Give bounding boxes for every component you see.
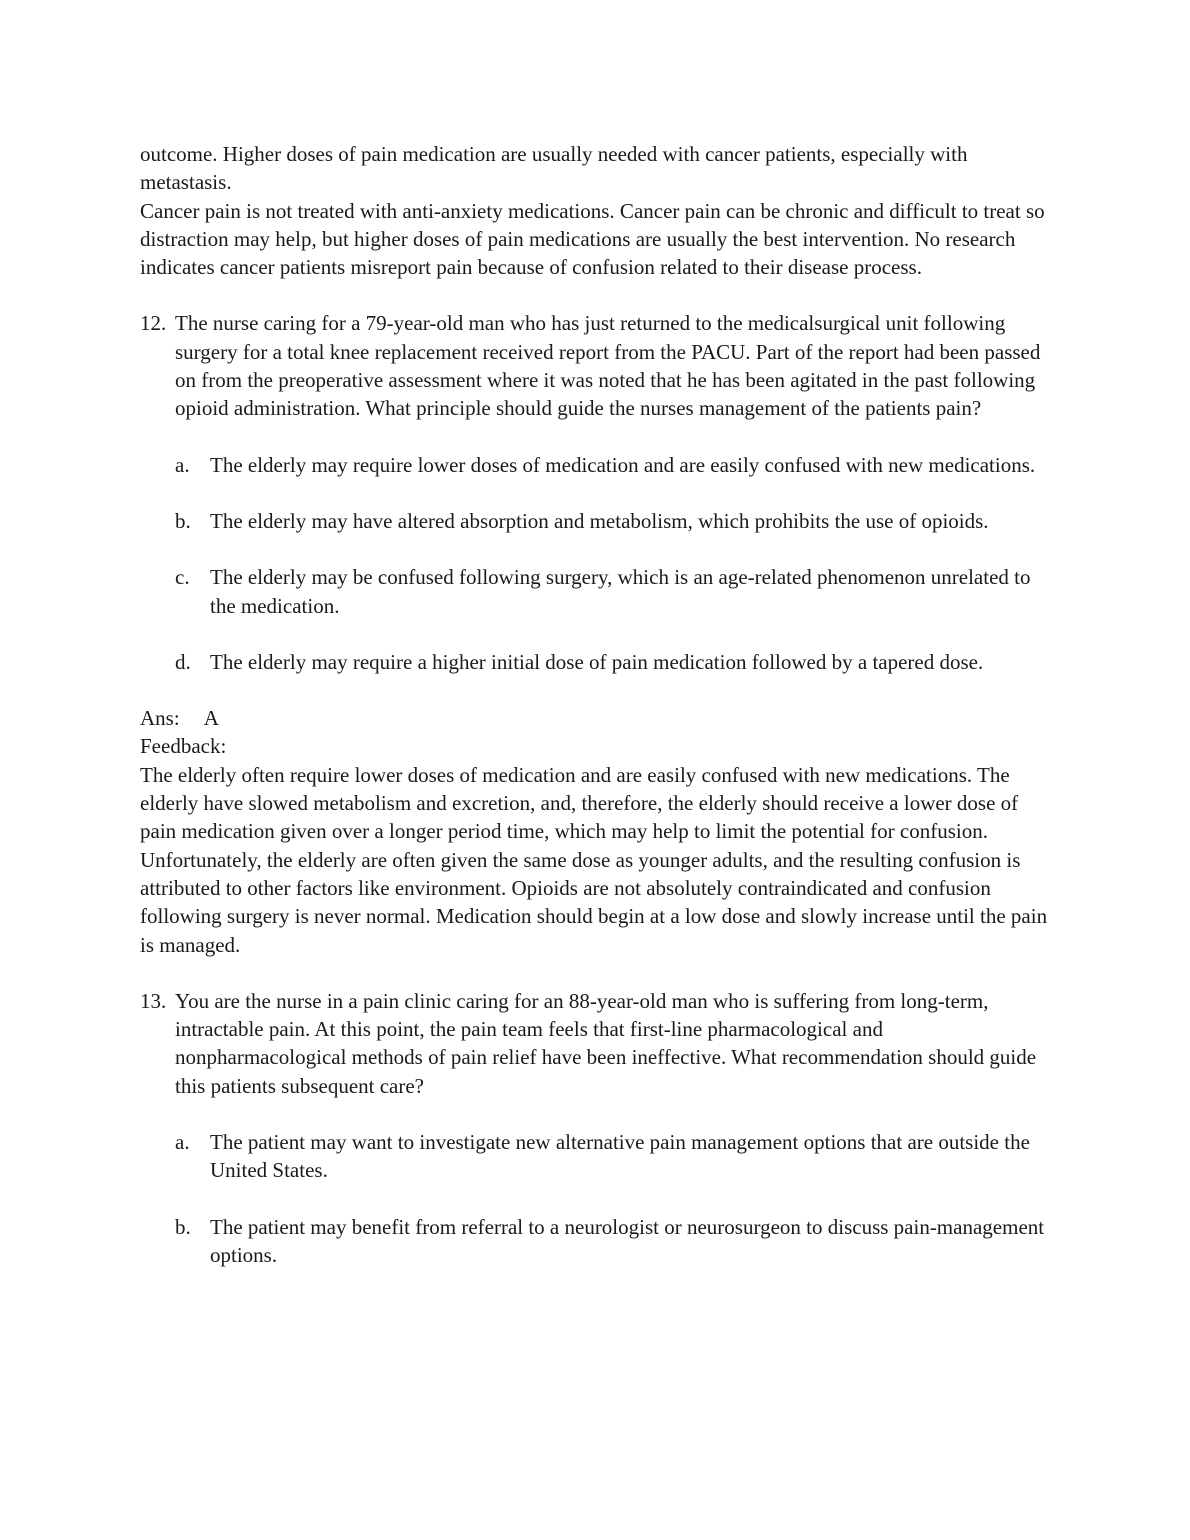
question-text: The nurse caring for a 79-year-old man who has just returned to the medicalsurgical unit following surgery for a total knee replacement received report from the PACU. Part of the report had been passed on from the preoperative assessment where it was noted that he has been agitated in the past following opioid administration. What principle should guide the nurses management of the patients pain? <box>175 311 1041 421</box>
option-letter: b. <box>175 508 191 533</box>
question-12-answer <box>140 704 1055 959</box>
option-a <box>140 1128 1055 1185</box>
question-12 <box>140 309 1055 422</box>
question-12-options <box>140 451 1055 676</box>
option-letter: b. <box>175 1214 191 1239</box>
feedback-paragraph-1: The elderly often require lower doses of medication and are easily confused with new medications. The elderly have slowed metabolism and excretion, and, therefore, the elderly should receive a lower dose of pain medication given over a longer period time, which may help to limit the potential for confusion. <box>140 762 1019 844</box>
feedback-label: Feedback: <box>140 734 227 759</box>
option-text: The elderly may require a higher initial dose of pain medication followed by a tapered dose. <box>210 649 984 674</box>
question-number: 13. <box>140 988 167 1013</box>
option-letter: c. <box>175 565 190 590</box>
option-text: The patient may benefit from referral to a neurologist or neurosurgeon to discuss pain-management options. <box>210 1214 1045 1267</box>
document-page <box>140 140 1055 1297</box>
feedback-paragraph-2: Unfortunately, the elderly are often given the same dose as younger adults, and the resulting confusion is attributed to other factors like environment. Opioids are not absolutely contraindicated and confusion following surgery is never normal. Medication should begin at a low dose and slowly increase until the pain is managed. <box>140 847 1048 957</box>
option-b <box>140 507 1055 535</box>
option-c <box>140 563 1055 620</box>
answer-value: A <box>203 706 219 731</box>
option-letter: d. <box>175 649 191 674</box>
option-text: The patient may want to investigate new alternative pain management options that are outside the United States. <box>210 1130 1030 1183</box>
option-d <box>140 648 1055 676</box>
answer-line <box>140 704 1055 732</box>
option-letter: a. <box>175 452 190 477</box>
intro-paragraph-1: outcome. Higher doses of pain medication are usually needed with cancer patients, especially with metastasis. <box>140 142 968 195</box>
question-number: 12. <box>140 311 167 336</box>
question-13 <box>140 987 1055 1100</box>
intro-paragraph-2: Cancer pain is not treated with anti-anxiety medications. Cancer pain can be chronic and difficult to treat so distraction may help, but higher doses of pain medications are usually the best intervention. No research indicates cancer patients misreport pain because of confusion related to their disease process. <box>140 198 1045 280</box>
option-a <box>140 451 1055 479</box>
answer-label: Ans: <box>140 706 180 731</box>
option-b <box>140 1213 1055 1270</box>
option-text: The elderly may require lower doses of medication and are easily confused with new medications. <box>210 452 1036 477</box>
option-letter: a. <box>175 1130 190 1155</box>
question-text: You are the nurse in a pain clinic caring for an 88-year-old man who is suffering from long-term, intractable pain. At this point, the pain team feels that first-line pharmacological and nonpharmacological methods of pain relief have been ineffective. What recommendation should guide this patients subsequent care? <box>175 988 1037 1098</box>
question-13-options <box>140 1128 1055 1269</box>
option-text: The elderly may have altered absorption and metabolism, which prohibits the use of opioids. <box>210 508 989 533</box>
option-text: The elderly may be confused following surgery, which is an age-related phenomenon unrelated to the medication. <box>210 565 1031 618</box>
